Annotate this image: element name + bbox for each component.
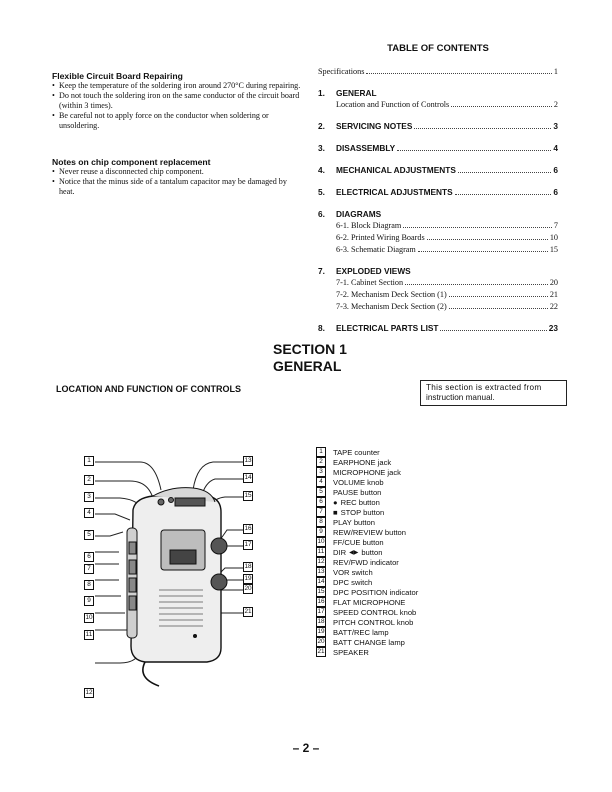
direction-arrow-icon: ◀▶ bbox=[349, 549, 359, 556]
record-dot-icon: ● bbox=[333, 497, 338, 507]
callout-20: 20 bbox=[244, 585, 252, 592]
legend-item-flat-microphone: 16 FLAT MICROPHONE bbox=[317, 597, 406, 607]
device-illustration bbox=[75, 450, 275, 695]
list-item: • Never reuse a disconnected chip component. bbox=[52, 167, 304, 177]
list-item: • Do not touch the soldering iron on the same conductor of the circuit board (within 3 times). bbox=[52, 91, 304, 111]
legend-item-volume-knob: 4 VOLUME knob bbox=[316, 477, 418, 487]
toc-entry-specifications[interactable]: Specifications 1 bbox=[318, 67, 558, 76]
callout-10: 10 bbox=[85, 614, 93, 621]
legend-item-speed-control-knob: 17 SPEED CONTROL knob bbox=[317, 607, 417, 617]
callout-3: 3 bbox=[84, 492, 94, 502]
toc-entry-location-function[interactable]: Location and Function of Controls 2 bbox=[336, 100, 558, 109]
toc-entry-block-diagram[interactable]: 6-1. Block Diagram 7 bbox=[336, 221, 558, 230]
legend-item-tape-counter: 1 TAPE counter bbox=[316, 447, 418, 457]
toc-entry-printed-wiring-boards[interactable]: 6-2. Printed Wiring Boards 10 bbox=[336, 233, 558, 242]
controls-heading: LOCATION AND FUNCTION OF CONTROLS bbox=[56, 384, 241, 394]
callout-9: 9 bbox=[84, 596, 94, 606]
legend-item-microphone-jack: 3 MICROPHONE jack bbox=[316, 467, 418, 477]
legend-item-play-button: 8 PLAY button bbox=[316, 517, 418, 527]
legend-item-dir-button: 11 DIR ◀▶ button bbox=[317, 547, 383, 557]
section-title: GENERAL bbox=[273, 358, 342, 374]
callout-7: 7 bbox=[84, 564, 94, 574]
chip-replacement-notes bbox=[52, 157, 304, 197]
legend-item-earphone-jack: 2 EARPHONE jack bbox=[316, 457, 418, 467]
legend-item-speaker: 21 SPEAKER bbox=[317, 647, 369, 657]
toc-title: TABLE OF CONTENTS bbox=[387, 43, 489, 54]
legend-item-vor-switch: 13 VOR switch bbox=[317, 567, 373, 577]
legend-item-ff-cue-button: 10 FF/CUE button bbox=[317, 537, 384, 547]
callout-1: 1 bbox=[84, 456, 94, 466]
legend-item-pause-button: 5 PAUSE button bbox=[316, 487, 418, 497]
callout-5: 5 bbox=[84, 530, 94, 540]
toc-section-diagrams: 6. DIAGRAMS bbox=[318, 209, 382, 219]
page-number: – 2 – bbox=[292, 741, 320, 755]
table-of-contents bbox=[318, 67, 558, 335]
callout-16: 16 bbox=[244, 525, 252, 532]
callout-12: 12 bbox=[85, 689, 93, 696]
legend-item-batt-rec-lamp: 19 BATT/REC lamp bbox=[317, 627, 389, 637]
callout-2: 2 bbox=[84, 475, 94, 485]
legend-item-rew-review-button: 9 REW/REVIEW button bbox=[316, 527, 418, 537]
toc-entry-mechanism-deck-1[interactable]: 7-2. Mechanism Deck Section (1) 21 bbox=[336, 290, 558, 299]
stop-square-icon: ■ bbox=[333, 507, 338, 517]
toc-entry-schematic-diagram[interactable]: 6-3. Schematic Diagram 15 bbox=[336, 245, 558, 254]
callout-6: 6 bbox=[84, 552, 94, 562]
list-item: • Be careful not to apply force on the conductor when soldering or unsoldering. bbox=[52, 111, 304, 131]
callout-11: 11 bbox=[85, 631, 93, 638]
section-number: SECTION 1 bbox=[273, 341, 347, 357]
toc-entry-electrical-adjustments[interactable]: 5. ELECTRICAL ADJUSTMENTS 6 bbox=[318, 187, 558, 197]
flex-repair-list bbox=[52, 81, 304, 131]
legend-item-rev-fwd-indicator: 12 REV/FWD indicator bbox=[317, 557, 399, 567]
list-item: • Notice that the minus side of a tantalum capacitor may be damaged by heat. bbox=[52, 177, 304, 197]
legend-item-batt-change-lamp: 20 BATT CHANGE lamp bbox=[317, 637, 405, 647]
toc-entry-disassembly[interactable]: 3. DISASSEMBLY 4 bbox=[318, 143, 558, 153]
callout-21: 21 bbox=[244, 608, 252, 615]
instruction-manual-note: This section is extracted from instruction manual. bbox=[420, 380, 567, 406]
legend-item-dpc-position-indicator: 15 DPC POSITION indicator bbox=[317, 587, 419, 597]
toc-section-general: 1. GENERAL bbox=[318, 88, 377, 98]
callout-17: 17 bbox=[244, 541, 252, 548]
flex-repair-title: Flexible Circuit Board Repairing bbox=[52, 71, 183, 81]
legend-item-dpc-switch: 14 DPC switch bbox=[317, 577, 373, 587]
legend-item-rec-button: 6 ● REC button bbox=[316, 497, 418, 507]
toc-entry-electrical-parts-list[interactable]: 8. ELECTRICAL PARTS LIST 23 bbox=[318, 323, 558, 333]
toc-section-exploded-views: 7. EXPLODED VIEWS bbox=[318, 266, 411, 276]
flex-repair-notes bbox=[52, 71, 304, 131]
list-item: • Keep the temperature of the soldering iron around 270°C during repairing. bbox=[52, 81, 304, 91]
chip-replacement-title: Notes on chip component replacement bbox=[52, 157, 211, 167]
legend-item-stop-button: 7 ■ STOP button bbox=[316, 507, 418, 517]
legend-item-pitch-control-knob: 18 PITCH CONTROL knob bbox=[317, 617, 414, 627]
callout-19: 19 bbox=[244, 575, 252, 582]
callout-4: 4 bbox=[84, 508, 94, 518]
callout-18: 18 bbox=[244, 563, 252, 570]
callout-8: 8 bbox=[84, 580, 94, 590]
toc-entry-servicing-notes[interactable]: 2. SERVICING NOTES 3 bbox=[318, 121, 558, 131]
section-heading bbox=[273, 341, 347, 375]
controls-legend bbox=[316, 447, 418, 657]
callout-14: 14 bbox=[244, 474, 252, 481]
toc-entry-mechanical-adjustments[interactable]: 4. MECHANICAL ADJUSTMENTS 6 bbox=[318, 165, 558, 175]
callout-13: 13 bbox=[244, 457, 252, 464]
callout-15: 15 bbox=[244, 492, 252, 499]
toc-entry-cabinet-section[interactable]: 7-1. Cabinet Section 20 bbox=[336, 278, 558, 287]
chip-replacement-list bbox=[52, 167, 304, 197]
toc-entry-mechanism-deck-2[interactable]: 7-3. Mechanism Deck Section (2) 22 bbox=[336, 302, 558, 311]
